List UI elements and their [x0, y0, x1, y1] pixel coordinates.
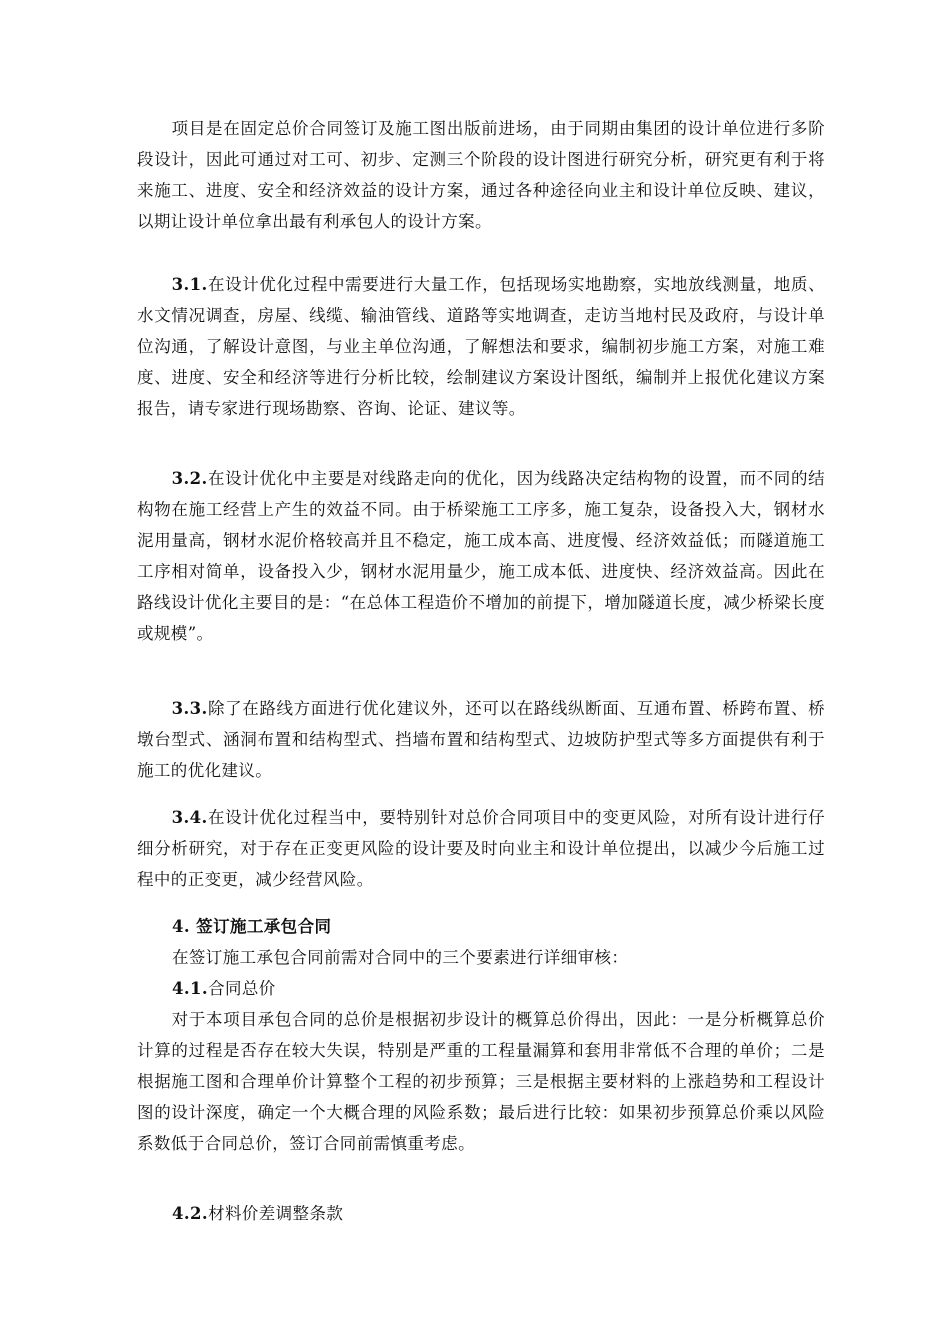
section-number: 4.1. — [172, 979, 209, 998]
paragraph-text: 在设计优化过程中需要进行大量工作，包括现场实地勘察，实地放线测量，地质、水文情况调查，房屋、线缆、输油管线、道路等实地调查，走访当地村民及政府，与设计单位沟通，了解设计意图，与业主单位沟通，了解想法和要求，编制初步施工方案，对施工难度、进度、安全和经济等进行分析比较，绘制建议方案设计图纸，编制并上报优化建议方案报告，请专家进行现场勘察、咨询、论证、建议等。 — [137, 275, 825, 418]
subsection-title: 材料价差调整条款 — [208, 1204, 344, 1223]
subsection-title: 合同总价 — [208, 979, 276, 998]
section-4-intro: 在签订施工承包合同前需对合同中的三个要素进行详细审核： — [172, 948, 629, 967]
subsection-4-2-title — [172, 1198, 343, 1229]
section-number: 4.2. — [172, 1204, 209, 1223]
paragraph-text: 在设计优化中主要是对线路走向的优化，因为线路决定结构物的设置，而不同的结构物在施工经营上产生的效益不同。由于桥梁施工工序多，施工复杂，设备投入大，钢材水泥用量高，钢材水泥价格较高并且不稳定，施工成本高、进度慢、经济效益低；而隧道施工工序相对简单，设备投入少，钢材水泥用量少，施工成本低、进度快、经济效益高。因此在路线设计优化主要目的是：“在总体工程造价不增加的前提下，增加隧道长度，减少桥梁长度或规模”。 — [137, 469, 825, 643]
section-number: 3.3. — [171, 699, 208, 718]
paragraph-3-2 — [137, 463, 825, 649]
paragraph-text: 对于本项目承包合同的总价是根据初步设计的概算总价得出，因此：一是分析概算总价计算的过程是否存在较大失误，特别是严重的工程量漏算和套用非常低不合理的单价；二是根据施工图和合理单价计算整个工程的初步预算；三是根据主要材料的上涨趋势和工程设计图的设计深度，确定一个大概合理的风险系数；最后进行比较：如果初步预算总价乘以风险系数低于合同总价，签订合同前需慎重考虑。 — [137, 1010, 825, 1153]
section-number: 3.4. — [171, 808, 208, 827]
paragraph-4-1 — [137, 1004, 825, 1159]
section-number: 3.2. — [171, 469, 208, 488]
section-4-heading: 4. 签订施工承包合同 — [172, 917, 332, 936]
paragraph-text: 项目是在固定总价合同签订及施工图出版前进场，由于同期由集团的设计单位进行多阶段设计，因此可通过对工可、初步、定测三个阶段的设计图进行研究分析，研究更有利于将来施工、进度、安全和经济效益的设计方案，通过各种途径向业主和设计单位反映、建议，以期让设计单位拿出最有利承包人的设计方案。 — [137, 119, 825, 231]
paragraph-3-3 — [137, 693, 825, 786]
paragraph-3-1 — [137, 269, 825, 424]
paragraph-text: 在设计优化过程当中，要特别针对总价合同项目中的变更风险，对所有设计进行仔细分析研究，对于存在正变更风险的设计要及时向业主和设计单位提出，以减少今后施工过程中的正变更，减少经营风险。 — [137, 808, 825, 889]
section-number: 3.1. — [171, 275, 208, 294]
paragraph-intro — [137, 113, 825, 237]
subsection-4-1-title — [172, 973, 276, 1004]
paragraph-text: 除了在路线方面进行优化建议外，还可以在路线纵断面、互通布置、桥跨布置、桥墩台型式、涵洞布置和结构型式、挡墙布置和结构型式、边坡防护型式等多方面提供有利于施工的优化建议。 — [137, 699, 825, 780]
paragraph-3-4 — [137, 802, 825, 895]
